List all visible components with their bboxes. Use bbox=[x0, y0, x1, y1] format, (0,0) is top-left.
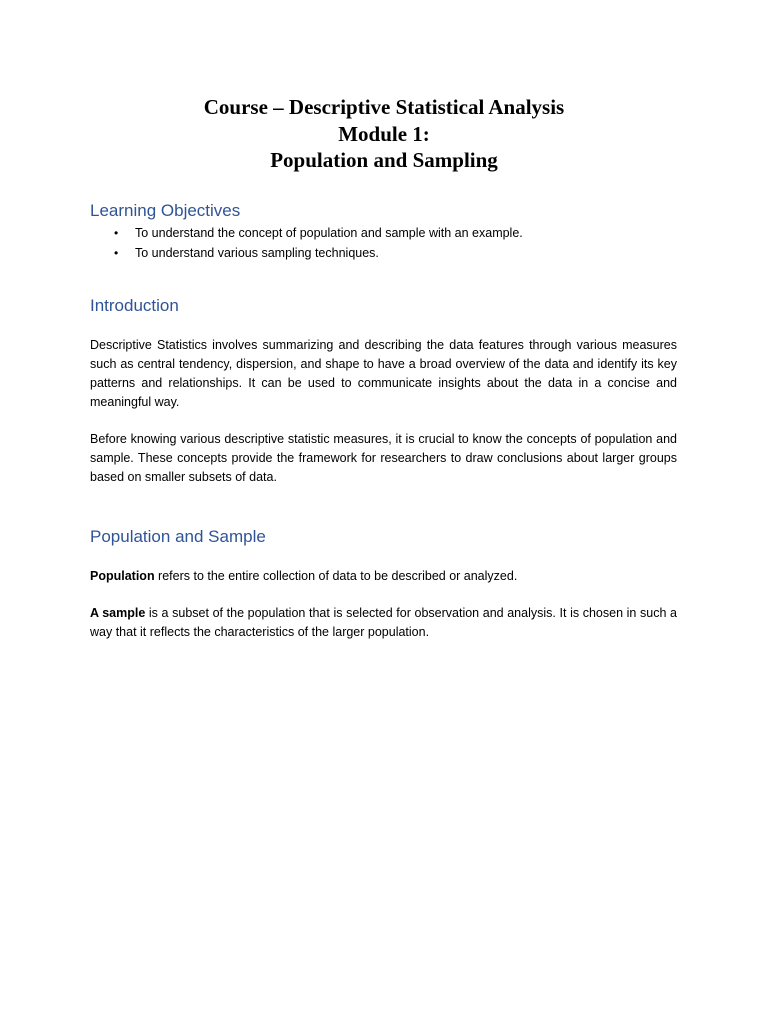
sample-definition bbox=[90, 604, 677, 642]
learning-objectives-list bbox=[90, 224, 678, 263]
list-item bbox=[90, 224, 678, 244]
list-item-text: To understand the concept of population and sample with an example. bbox=[135, 226, 523, 240]
population-definition bbox=[90, 567, 677, 586]
bullet-icon: • bbox=[114, 226, 119, 240]
bullet-icon: • bbox=[114, 245, 119, 260]
sample-definition-text: is a subset of the population that is selected for observation and analysis. It is chosen in such a way that it reflects the characteristics of the larger population. bbox=[90, 606, 677, 639]
learning-objectives-heading: Learning Objectives bbox=[90, 201, 241, 220]
sample-term: A sample bbox=[90, 606, 146, 620]
document-title bbox=[0, 94, 768, 174]
course-title: Course – Descriptive Statistical Analysis bbox=[203, 95, 565, 119]
module-title: Module 1: bbox=[338, 121, 430, 146]
introduction-paragraph: Descriptive Statistics involves summarizing and describing the data features through various measures such as central tendency, dispersion, and shape to have a broad overview of the data and identify its key patterns and relationships. It can be used to communicate insights about the data in a concise and meaningful way. bbox=[90, 338, 677, 409]
population-and-sample-heading: Population and Sample bbox=[90, 527, 266, 546]
population-term: Population bbox=[90, 569, 155, 583]
population-definition-text: refers to the entire collection of data to be described or analyzed. bbox=[154, 569, 518, 583]
introduction-paragraph: Before knowing various descriptive statistic measures, it is crucial to know the concepts of population and sample. These concepts provide the framework for researchers to draw conclusions about larger groups based on smaller subsets of data. bbox=[90, 432, 677, 484]
introduction-heading: Introduction bbox=[90, 296, 179, 315]
list-item bbox=[90, 244, 678, 264]
list-item-text: To understand various sampling techniques. bbox=[135, 245, 379, 260]
module-subtitle: Population and Sampling bbox=[270, 148, 498, 172]
